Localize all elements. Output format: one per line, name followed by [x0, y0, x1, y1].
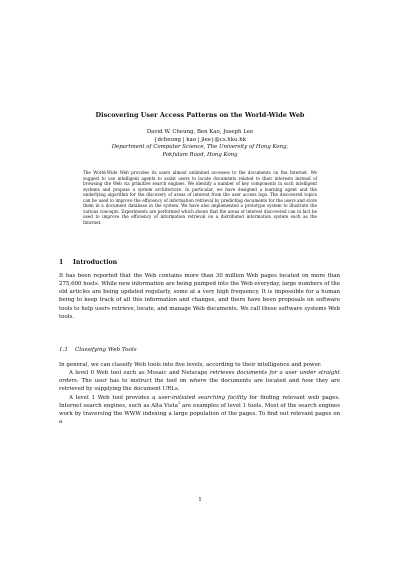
level0-text-b: . The user has to instruct the tool on	[76, 378, 190, 385]
abstract	[83, 170, 317, 225]
level1-text-c: are examples of level 1 tools. Most of the search engines work by traversing the WWW indexing a large population of the pages. To find out relevant pages on a	[59, 402, 340, 426]
level1-text-b: for finding relevant web pages. Internet search engines, such as Alta Vista	[59, 394, 341, 409]
level0-emphasis-1: retrieves documents for a user under straight orders	[59, 370, 340, 385]
intro-paragraph: It has been reported that the Web contains more than 30 million Web pages located on more than 275,600 hosts. While new information are being pumped into the Web everyday, large numbers of the old articles are being updated regularly, some at a very high frequency. It is impossible for a human being to keep track of all this information and changes, and there have been proposals on software tools to help users retrieve, locate, and manage Web documents. We call these software systems Web tools.	[59, 273, 341, 320]
level0-text-c: the documents are located and	[206, 378, 302, 385]
section-number: 1	[59, 259, 64, 266]
level0-text-d: they are retrieved by supplying the document URLs.	[59, 378, 341, 393]
paper-title: Discovering User Access Patterns on the World-Wide Web	[95, 111, 305, 119]
section-title: Introduction	[73, 259, 118, 266]
level0-paragraph	[59, 369, 340, 393]
level0-emphasis-2: where	[189, 378, 207, 385]
section-heading-introduction	[59, 259, 117, 266]
author-emails: {dcheung | kao | jlee}@cs.hku.hk	[154, 136, 246, 143]
classify-body	[59, 361, 340, 426]
level1-paragraph	[59, 394, 340, 427]
author-block	[0, 129, 400, 159]
subsection-title: Classifying Web Tools	[75, 347, 137, 353]
level0-text-a: A level 0 Web tool such as Mosaic and Netscape	[69, 370, 210, 377]
abstract-text: The World-Wide Web provides its users almost unlimited accesses to the documents on the Internet. We suggest to use intelligent agents to assist users to locate documents related to their interests instead of browsing the Web via primitive search engines. We identify a number of key components in such intelligent systems and propose a system architecture. In particular, we have designed a learning agent and the underlying algorithm for the discovery of areas of interest from the user access logs. The discovered topics can be used to improve the efficiency of information retrieval by predicting documents for the users and store them in a document database in the system. We have also implemented a prototype system to illustrate the various concepts. Experiments are performed which shows that the areas of interest discovered can in fact be used to improve the efficiency of information retrieval on a distributed information system such as the Internet.	[83, 170, 317, 225]
level1-text-a: A level 1 Web tool provides a	[69, 394, 159, 401]
level0-emphasis-3: how	[301, 378, 314, 385]
author-names: David W. Cheung, Ben Kao, Joseph Lee	[146, 129, 254, 135]
affiliation-line-2: Pokfulam Road, Hong Kong	[162, 151, 238, 158]
affiliation-line-1: Department of Computer Science, The University of Hong Kong,	[111, 144, 289, 151]
footnote-marker: 1	[177, 400, 181, 405]
intro-body	[59, 272, 340, 321]
level1-emphasis: user-initiated searching facility	[158, 394, 247, 401]
subsection-number: 1.1	[59, 347, 68, 353]
subsection-heading	[59, 347, 137, 353]
page-number: 1	[198, 497, 202, 503]
classify-paragraph: In general, we can classify Web tools into five levels, according to their intelligence and power.	[59, 362, 322, 368]
